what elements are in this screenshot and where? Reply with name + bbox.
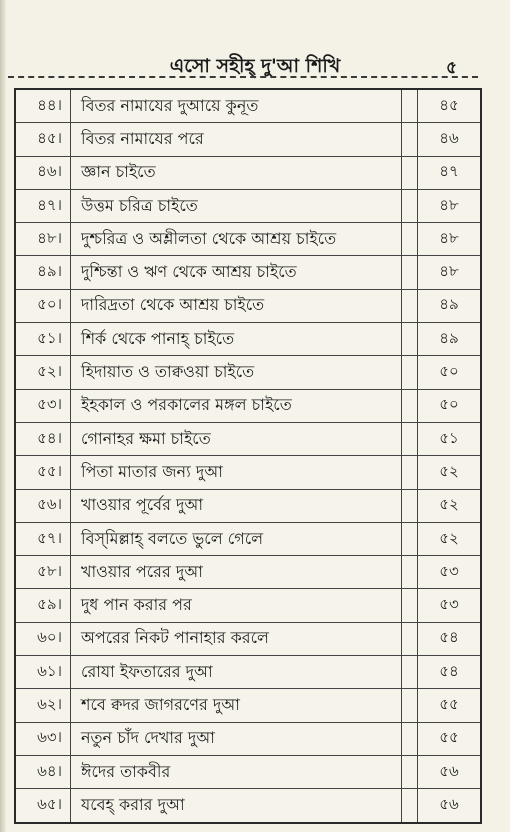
table-of-contents	[14, 88, 482, 824]
entry-number: ৪৬।	[37, 162, 62, 181]
column-spacer	[401, 656, 418, 688]
entry-page: ৪৬	[439, 128, 459, 147]
entry-page: ৫৩	[439, 561, 459, 580]
entry-number: ৪৯।	[37, 262, 62, 281]
entry-title: দারিদ্রতা থেকে আশ্রয় চাইতে	[70, 290, 402, 322]
toc-row	[16, 523, 480, 556]
entry-title: শির্ক থেকে পানাহ্ চাইতে	[70, 323, 402, 355]
entry-page: ৪৮	[439, 195, 459, 214]
entry-page: ৫২	[439, 528, 459, 547]
entry-page: ৫৬	[439, 761, 459, 780]
entry-number: ৫৮।	[37, 561, 62, 580]
entry-page: ৫৬	[439, 794, 459, 813]
toc-row	[16, 290, 480, 323]
toc-row	[16, 190, 480, 223]
toc-row	[16, 689, 480, 722]
entry-title: ইহকাল ও পরকালের মঙ্গল চাইতে	[70, 390, 402, 422]
toc-row	[16, 556, 480, 589]
entry-number: ৪৭।	[37, 195, 62, 214]
column-spacer	[401, 456, 418, 488]
entry-number: ৫৪।	[37, 428, 62, 447]
toc-row	[16, 123, 480, 156]
entry-page: ৫২	[439, 461, 459, 480]
toc-row	[16, 223, 480, 256]
toc-row	[16, 323, 480, 356]
toc-row	[16, 423, 480, 456]
toc-row	[16, 656, 480, 689]
toc-row	[16, 456, 480, 489]
entry-number: ৫২।	[37, 362, 62, 381]
entry-title: রোযা ইফতারের দুআ	[70, 656, 402, 688]
entry-number: ৪৫।	[37, 128, 62, 147]
entry-number: ৬১।	[37, 661, 62, 680]
column-spacer	[401, 223, 418, 255]
entry-title: ঈদের তাকবীর	[70, 756, 402, 788]
entry-number: ৪৮।	[37, 228, 62, 247]
toc-row	[16, 157, 480, 190]
page-edge	[0, 0, 6, 832]
entry-page: ৫২	[439, 495, 459, 514]
toc-row	[16, 390, 480, 423]
toc-row	[16, 789, 480, 821]
entry-page: ৪৭	[439, 162, 459, 181]
entry-page: ৫১	[439, 428, 459, 447]
column-spacer	[401, 356, 418, 388]
entry-page: ৪৫	[439, 95, 459, 114]
entry-number: ৫০।	[37, 295, 62, 314]
column-spacer	[401, 256, 418, 288]
entry-title: বিতর নামাযের দুআয়ে কুনূত	[70, 90, 402, 122]
column-spacer	[401, 323, 418, 355]
entry-number: ৪৪।	[37, 95, 62, 114]
column-spacer	[401, 157, 418, 189]
column-spacer	[401, 390, 418, 422]
entry-page: ৪৯	[439, 328, 459, 347]
column-spacer	[401, 689, 418, 721]
column-spacer	[401, 623, 418, 655]
entry-page: ৫০	[439, 395, 459, 414]
toc-row	[16, 623, 480, 656]
column-spacer	[401, 90, 418, 122]
column-spacer	[401, 423, 418, 455]
toc-row	[16, 756, 480, 789]
entry-number: ৬০।	[37, 628, 62, 647]
entry-page: ৫৫	[439, 728, 459, 747]
column-spacer	[401, 190, 418, 222]
entry-number: ৫৩।	[37, 395, 62, 414]
entry-page: ৫৫	[439, 694, 459, 713]
entry-number: ৬২।	[37, 694, 62, 713]
entry-page: ৪৮	[439, 228, 459, 247]
entry-title: হিদায়াত ও তাক্বওয়া চাইতে	[70, 356, 402, 388]
entry-page: ৫৩	[439, 595, 459, 614]
entry-number: ৬৩।	[37, 728, 62, 747]
column-spacer	[401, 290, 418, 322]
toc-row	[16, 356, 480, 389]
entry-title: দুশ্চিন্তা ও ঋণ থেকে আশ্রয় চাইতে	[70, 256, 402, 288]
column-spacer	[401, 556, 418, 588]
entry-page: ৪৮	[439, 262, 459, 281]
entry-title: উত্তম চরিত্র চাইতে	[70, 190, 402, 222]
entry-number: ৫১।	[37, 328, 62, 347]
entry-title: নতুন চাঁদ দেখার দুআ	[70, 723, 402, 755]
column-spacer	[401, 523, 418, 555]
entry-title: জ্ঞান চাইতে	[70, 157, 402, 189]
entry-title: শবে ক্বদর জাগরণের দুআ	[70, 689, 402, 721]
column-spacer	[401, 789, 418, 821]
column-spacer	[401, 756, 418, 788]
column-spacer	[401, 589, 418, 621]
toc-row	[16, 490, 480, 523]
column-spacer	[401, 490, 418, 522]
entry-title: দুশ্চরিত্র ও অশ্লীলতা থেকে আশ্রয় চাইতে	[70, 223, 402, 255]
entry-title: বিস্‌মিল্লাহ্ বলতে ভুলে গেলে	[70, 523, 402, 555]
entry-page: ৫৪	[439, 661, 459, 680]
entry-title: পিতা মাতার জন্য দুআ	[70, 456, 402, 488]
entry-number: ৬৪।	[37, 761, 62, 780]
entry-number: ৫৯।	[37, 595, 62, 614]
column-spacer	[401, 723, 418, 755]
toc-row	[16, 90, 480, 123]
entry-number: ৫৬।	[37, 495, 62, 514]
book-title: এসো সহীহ্ দু'আ শিখি	[169, 55, 341, 77]
entry-title: যবেহ্ করার দুআ	[70, 789, 402, 821]
entry-number: ৫৭।	[37, 528, 62, 547]
toc-row	[16, 589, 480, 622]
entry-page: ৫০	[439, 362, 459, 381]
entry-number: ৬৫।	[37, 794, 62, 813]
entry-title: খাওয়ার পূর্বের দুআ	[70, 490, 402, 522]
entry-page: ৫৪	[439, 628, 459, 647]
entry-number: ৫৫।	[37, 461, 62, 480]
entry-title: অপরের নিকট পানাহার করলে	[70, 623, 402, 655]
entry-page: ৪৯	[439, 295, 459, 314]
toc-row	[16, 256, 480, 289]
entry-title: দুধ পান করার পর	[70, 589, 402, 621]
page-header	[0, 0, 510, 90]
page-number: ৫	[446, 58, 458, 78]
entry-title: বিতর নামাযের পরে	[70, 123, 402, 155]
column-spacer	[401, 123, 418, 155]
header-divider	[8, 76, 478, 78]
entry-title: খাওয়ার পরের দুআ	[70, 556, 402, 588]
toc-row	[16, 723, 480, 756]
entry-title: গোনাহর ক্ষমা চাইতে	[70, 423, 402, 455]
